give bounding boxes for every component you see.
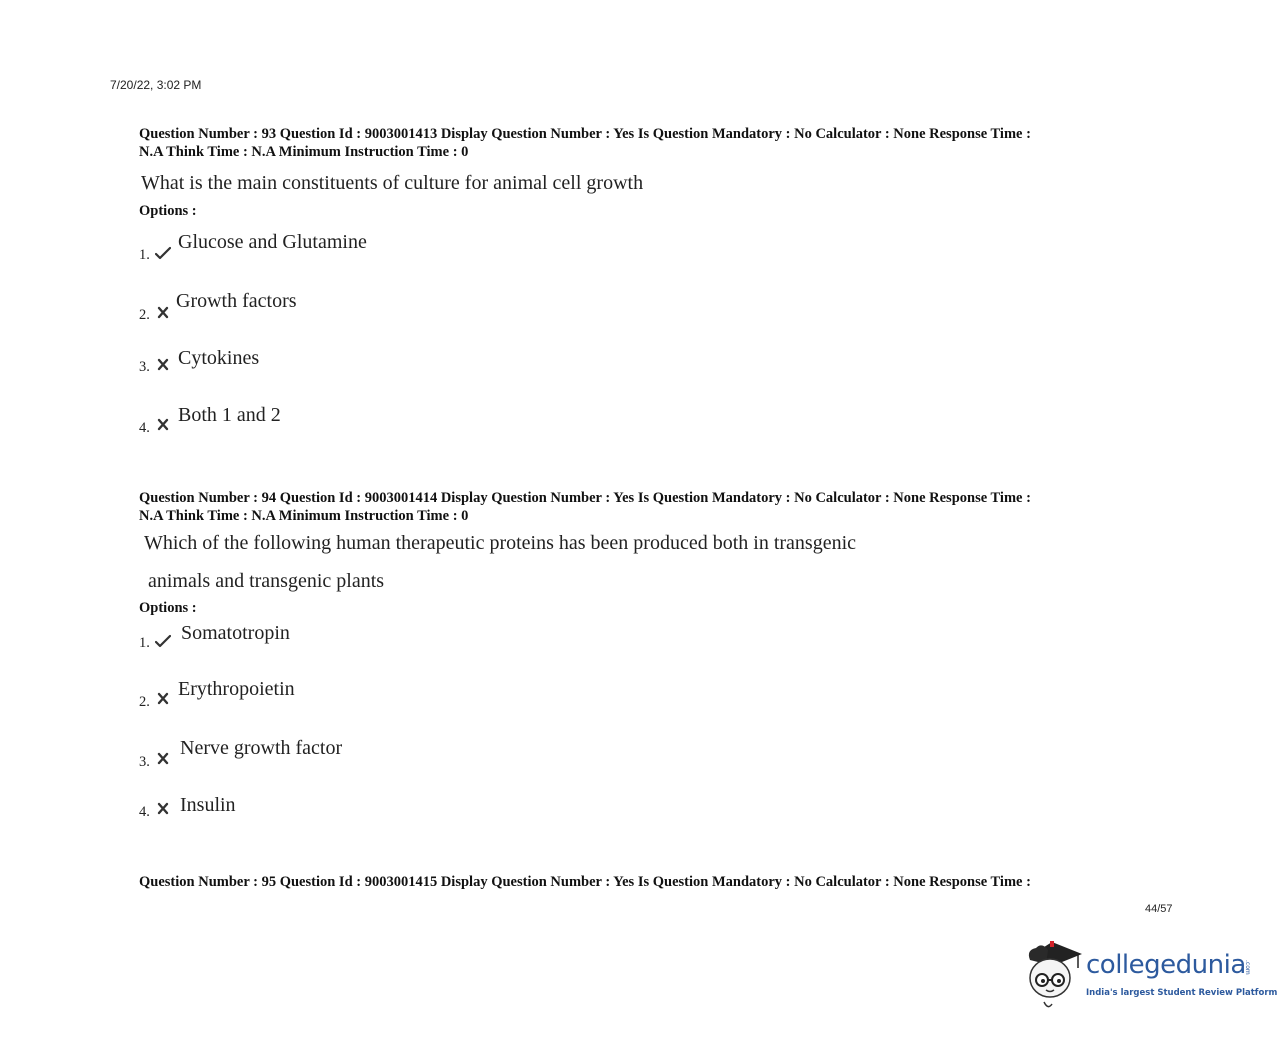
option-text: Growth factors <box>176 290 297 312</box>
option-number: 4. <box>139 804 150 820</box>
cross-icon <box>156 802 172 816</box>
logo-tagline: India's largest Student Review Platform <box>1086 988 1278 998</box>
question-93-text: What is the main constituents of culture for animal cell growth <box>141 172 644 194</box>
options-label: Options : <box>139 203 197 219</box>
option-text: Nerve growth factor <box>180 737 343 759</box>
option-number: 3. <box>139 359 150 375</box>
question-93-meta <box>139 125 1149 161</box>
option-text: Glucose and Glutamine <box>178 231 367 253</box>
print-timestamp: 7/20/22, 3:02 PM <box>110 78 202 92</box>
question-94-text: Which of the following human therapeutic proteins has been produced both in transgenic <box>144 532 857 554</box>
logo-suffix: .com <box>1244 960 1251 975</box>
question-meta-line: Question Number : 95 Question Id : 9003001415 Display Question Number : Yes Is Question Mandatory : No Calculator : None Response Time : <box>139 874 1031 890</box>
collegedunia-logo <box>1022 938 1278 1012</box>
option-text: Insulin <box>180 794 236 816</box>
option-number: 1. <box>139 635 150 651</box>
option-number: 2. <box>139 694 150 710</box>
option-text: Cytokines <box>178 347 260 369</box>
cross-icon <box>156 752 172 766</box>
question-meta-line: Question Number : 94 Question Id : 9003001414 Display Question Number : Yes Is Question Mandatory : No Calculator : None Response Time : <box>139 490 1031 506</box>
check-icon <box>155 246 171 260</box>
question-94-text-continued: animals and transgenic plants <box>148 570 385 592</box>
cross-icon <box>156 306 172 320</box>
question-meta-line: Question Number : 93 Question Id : 9003001413 Display Question Number : Yes Is Question Mandatory : No Calculator : None Response Time : <box>139 126 1031 142</box>
page-number: 44/57 <box>1145 903 1173 915</box>
option-number: 2. <box>139 307 150 323</box>
mascot-icon <box>1022 938 1084 1012</box>
cross-icon <box>156 692 172 706</box>
cross-icon <box>156 418 172 432</box>
question-95-meta <box>139 873 1149 891</box>
option-text: Erythropoietin <box>178 678 295 700</box>
option-text: Both 1 and 2 <box>178 404 281 426</box>
option-number: 4. <box>139 420 150 436</box>
question-meta-line: N.A Think Time : N.A Minimum Instruction Time : 0 <box>139 144 469 160</box>
cross-icon <box>156 358 172 372</box>
question-94-meta <box>139 489 1149 525</box>
question-meta-line: N.A Think Time : N.A Minimum Instruction Time : 0 <box>139 508 469 524</box>
check-icon <box>155 634 171 648</box>
option-number: 1. <box>139 247 150 263</box>
options-label: Options : <box>139 600 197 616</box>
option-text: Somatotropin <box>181 622 290 644</box>
option-number: 3. <box>139 754 150 770</box>
logo-wordmark: collegedunia <box>1086 950 1246 980</box>
